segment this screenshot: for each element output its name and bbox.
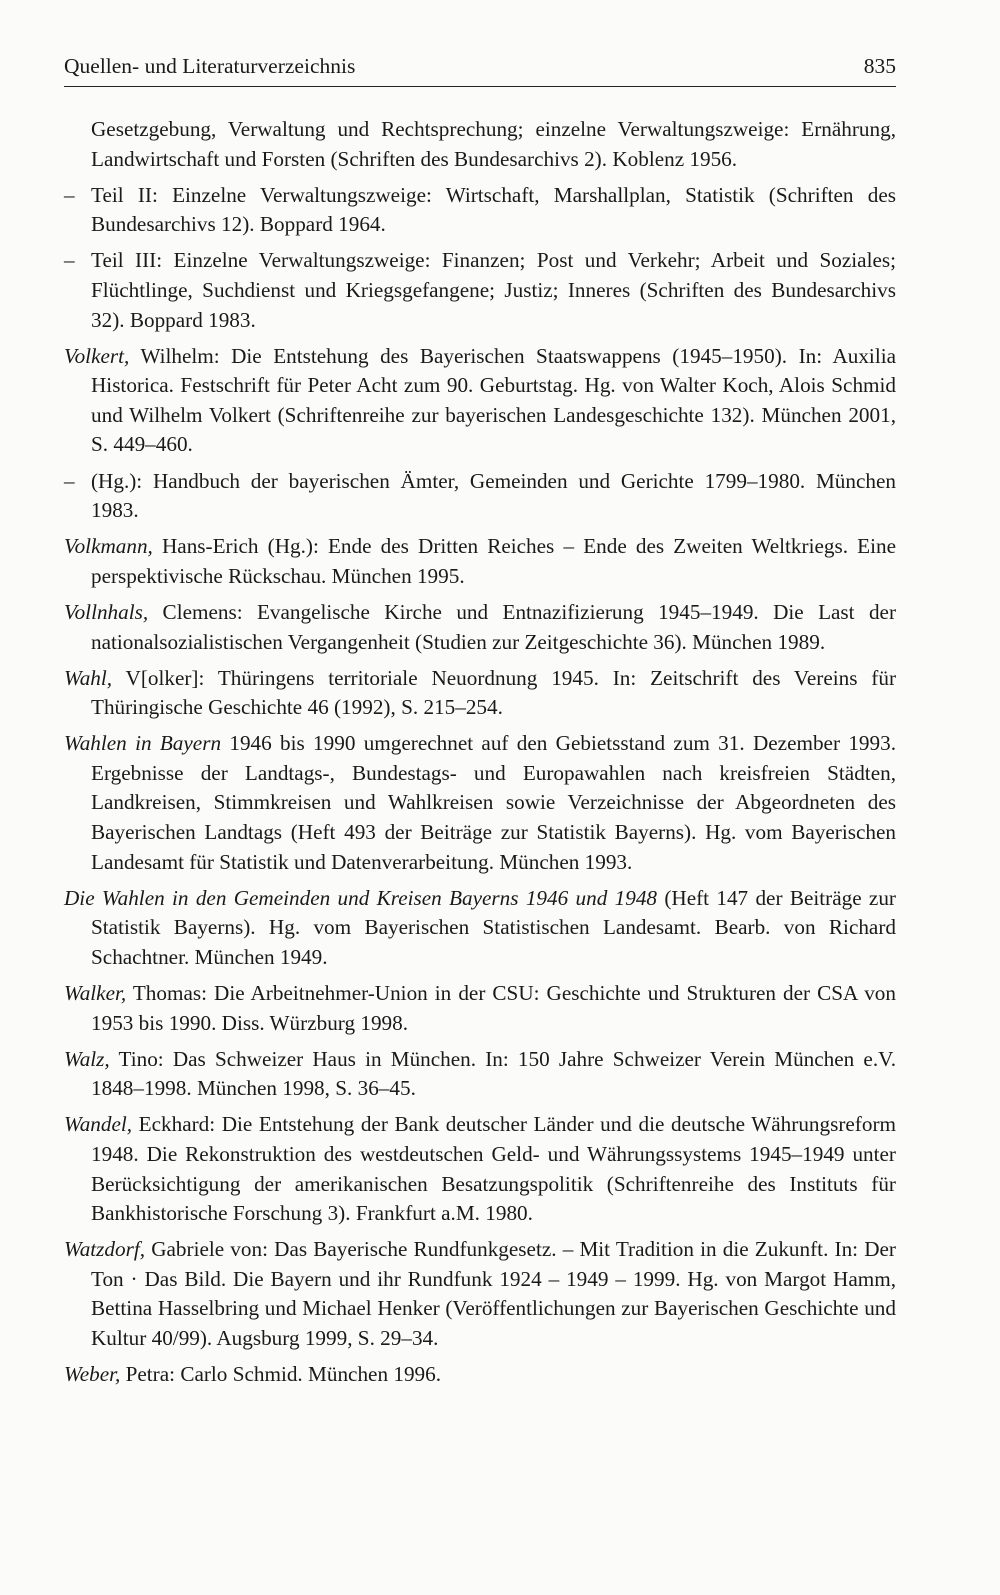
bibliography-entry-dash: [64, 467, 896, 526]
entry-text: Gabriele von: Das Bayerische Rundfunkgesetz. – Mit Tradition in die Zukunft. In: Der Ton · Das Bild. Die Bayern und ihr Rundfunk 1924 – 1949 – 1999. Hg. von Margot Hamm, Bettina Hasselbring und Michael Henker (Veröffentlichungen zur Bayerischen Geschichte und Kultur 40/99). Augsburg 1999, S. 29–34.: [91, 1237, 896, 1351]
bibliography-entry: [64, 342, 896, 460]
entry-author: Wandel,: [64, 1112, 133, 1137]
entry-text: 1946 bis 1990 umgerechnet auf den Gebietsstand zum 31. Dezember 1993. Ergebnisse der Landtags-, Bundestags- und Europawahlen nach kreisfreien Städten, Landkreisen, Stimmkreisen und Wahlkreisen sowie Verzeichnisse der Abgeordneten des Bayerischen Landtags (Heft 493 der Beiträge zur Statistik Bayerns). Hg. vom Bayerischen Landesamt für Statistik und Datenverarbeitung. München 1993.: [91, 731, 896, 874]
entry-text: Teil II: Einzelne Verwaltungszweige: Wirtschaft, Marshallplan, Statistik (Schriften des Bundesarchivs 12). Boppard 1964.: [91, 182, 896, 237]
bibliography-entry-continuation: [64, 115, 896, 174]
entry-text: (Hg.): Handbuch der bayerischen Ämter, Gemeinden und Gerichte 1799–1980. München 1983.: [91, 468, 896, 523]
bibliography-entry: [64, 1235, 896, 1353]
entry-text: Gesetzgebung, Verwaltung und Rechtsprechung; einzelne Verwaltungszweige: Ernährung, Landwirtschaft und Forsten (Schriften des Bundesarchivs 2). Koblenz 1956.: [91, 117, 896, 171]
bibliography-list: [64, 115, 896, 1396]
entry-author: Vollnhals,: [64, 599, 149, 624]
entry-author: Wahl,: [64, 665, 113, 690]
entry-text: Wilhelm: Die Entstehung des Bayerischen Staatswappens (1945–1950). In: Auxilia Historica. Festschrift für Peter Acht zum 90. Geburtstag. Hg. von Walter Koch, Alois Schmid und Wilhelm Volkert (Schriftenreihe zur bayerischen Landesgeschichte 132). München 2001, S. 449–460.: [91, 343, 896, 457]
bibliography-entry-dash: [64, 246, 896, 335]
entry-text: V[olker]: Thüringens territoriale Neuordnung 1945. In: Zeitschrift des Vereins für Thüringische Geschichte 46 (1992), S. 215–254.: [91, 665, 896, 720]
bibliography-entry: [64, 532, 896, 591]
bibliography-entry: [64, 1110, 896, 1228]
entry-author: Wahlen in Bayern: [64, 731, 222, 756]
bibliography-entry: [64, 884, 896, 973]
bibliography-entry-dash: [64, 181, 896, 240]
entry-text: Petra: Carlo Schmid. München 1996.: [120, 1362, 442, 1387]
dash-mark: –: [64, 182, 75, 207]
entry-author: Volkmann,: [64, 534, 153, 559]
bibliography-entry: [64, 598, 896, 657]
entry-text: (Heft 147 der Beiträge zur Statistik Bayerns). Hg. vom Bayerischen Statistischen Landesamt. Bearb. von Richard Schachtner. München 1949.: [91, 885, 896, 969]
entry-text: Hans-Erich (Hg.): Ende des Dritten Reiches – Ende des Zweiten Weltkriegs. Eine perspektivische Rückschau. München 1995.: [91, 534, 896, 588]
bibliography-entry: [64, 664, 896, 723]
entry-author: Volkert,: [64, 343, 130, 368]
bibliography-entry: [64, 979, 896, 1038]
dash-mark: –: [64, 468, 75, 493]
bibliography-entry: [64, 729, 896, 877]
entry-author: Watzdorf,: [64, 1237, 146, 1262]
entry-author: Walz,: [64, 1046, 110, 1071]
entry-author: Die Wahlen in den Gemeinden und Kreisen Bayerns 1946 und 1948: [64, 885, 658, 910]
header-rule: [64, 86, 896, 87]
running-head-title: Quellen- und Literaturverzeichnis: [64, 54, 356, 78]
entry-author: Weber,: [64, 1362, 121, 1387]
page-number: 835: [863, 54, 896, 78]
entry-text: Teil III: Einzelne Verwaltungszweige: Finanzen; Post und Verkehr; Arbeit und Soziales; Flüchtlinge, Suchdienst und Kriegsgefangene; Justiz; Inneres (Schriften des Bundesarchivs 32). Boppard 1983.: [91, 248, 896, 332]
entry-text: Clemens: Evangelische Kirche und Entnazifizierung 1945–1949. Die Last der nationalsozialistischen Vergangenheit (Studien zur Zeitgeschichte 36). München 1989.: [91, 599, 896, 654]
entry-text: Thomas: Die Arbeitnehmer-Union in der CSU: Geschichte und Strukturen der CSA von 1953 bis 1990. Diss. Würzburg 1998.: [91, 981, 896, 1035]
bibliography-entry: [64, 1045, 896, 1104]
entry-author: Walker,: [64, 981, 127, 1006]
running-head: [64, 50, 896, 86]
entry-text: Tino: Das Schweizer Haus in München. In: 150 Jahre Schweizer Verein München e.V. 1848–1998. München 1998, S. 36–45.: [91, 1046, 896, 1101]
entry-text: Eckhard: Die Entstehung der Bank deutscher Länder und die deutsche Währungsreform 1948. Die Rekonstruktion des westdeutschen Geld- und Währungssystems 1945–1949 unter Berücksichtigung der amerikanischen Besatzungspolitik (Schriftenreihe des Instituts für Bankhistorische Forschung 3). Frankfurt a.M. 1980.: [91, 1112, 896, 1226]
bibliography-entry: [64, 1360, 896, 1390]
dash-mark: –: [64, 248, 75, 273]
